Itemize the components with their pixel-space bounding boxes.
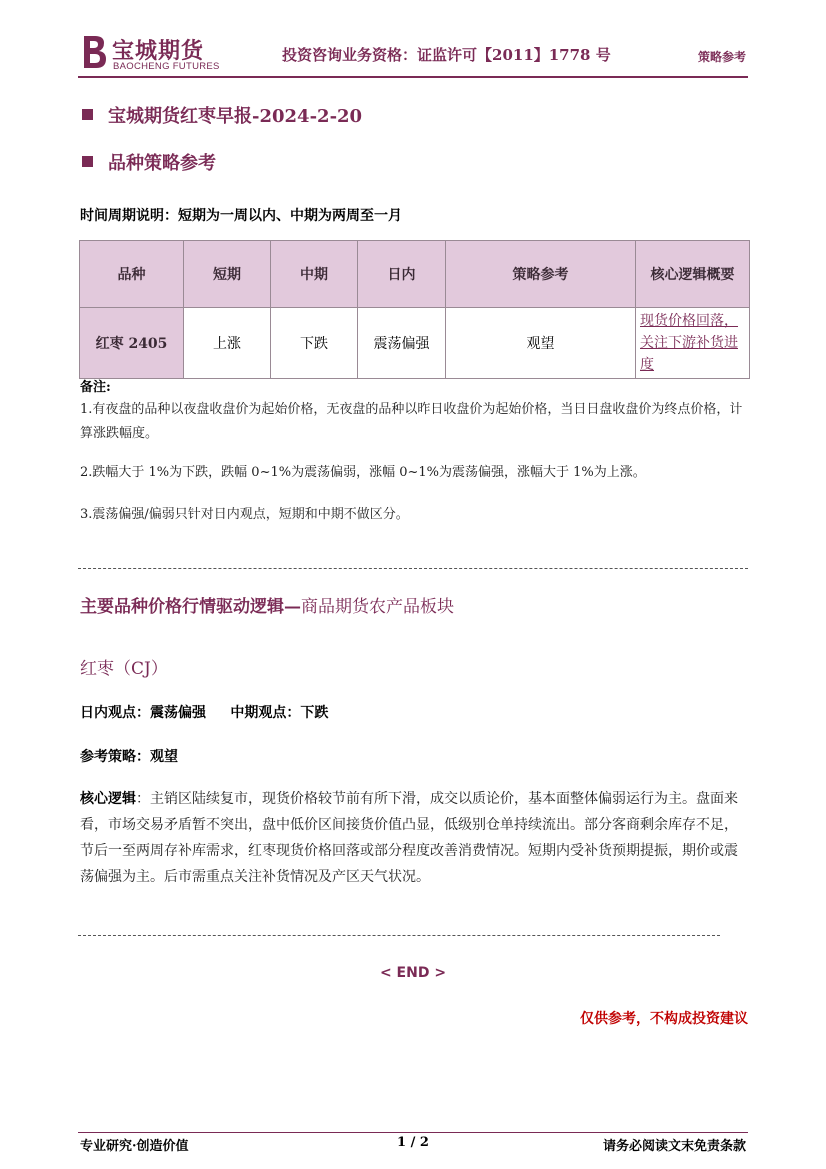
page-number: 1 / 2 [397,1135,429,1150]
period-note: 时间周期说明：短期为一周以内、中期为两周至一月 [80,208,402,224]
report-title: 宝城期货红枣早报-2024-2-20 [108,106,363,127]
commodity-title: 红枣（CJ） [80,659,168,679]
note-item: 2.跌幅大于 1%为下跌，跌幅 0~1%为震荡偏弱，涨幅 0~1%为震荡偏强，涨幅大于 1%为上涨。 [80,465,646,480]
section-title-strategy: 品种策略参考 [108,153,216,174]
footer-disclaimer-link[interactable]: 请务必阅读文末免责条款 [602,1139,746,1154]
table-header-cell: 中期 [271,241,358,308]
table-header-row [80,241,750,308]
core-logic-label: 核心逻辑 [80,791,136,807]
section-bullet-icon [82,109,93,120]
main-heading-part-a: 主要品种价格行情驱动逻辑— [80,597,301,617]
strategy-table [79,240,750,379]
footer-divider [78,1132,748,1133]
logo-mark-icon [80,32,110,72]
table-header-cell: 策略参考 [446,241,636,308]
dashed-divider [78,935,720,936]
table-cell-intraday: 震荡偏强 [358,308,446,379]
main-heading-part-b: 商品期货农产品板块 [301,597,454,617]
header-tag: 策略参考 [697,50,746,64]
table-cell-short-term: 上涨 [184,308,271,379]
core-logic-paragraph [80,786,750,890]
end-marker: < END > [379,965,447,981]
note-item: 3.震荡偏强/偏弱只针对日内观点，短期和中期不做区分。 [80,507,409,522]
note-item: 1.有夜盘的品种以夜盘收盘价为起始价格，无夜盘的品种以昨日收盘价为起始价格，当日日盘收盘价为终点价格，计算涨跌幅度。 [80,402,743,441]
section-bullet-icon [82,156,93,167]
table-header-cell: 短期 [184,241,271,308]
disclaimer-text: 仅供参考，不构成投资建议 [580,1011,748,1027]
table-cell-variety: 红枣 2405 [80,308,184,379]
views-line: 日内观点：震荡偏强 中期观点：下跌 [80,705,329,721]
table-cell-strategy: 观望 [446,308,636,379]
notes-title: 备注: [80,380,111,395]
main-drivers-heading [80,592,454,617]
table-header-cell: 核心逻辑概要 [636,241,750,308]
table-cell-mid-term: 下跌 [271,308,358,379]
table-header-cell: 品种 [80,241,184,308]
header-divider [78,76,748,78]
logo-english-name: BAOCHENG FUTURES [113,61,220,72]
logo-chinese-name: 宝城期货 [112,39,205,64]
footer-slogan: 专业研究·创造价值 [80,1139,189,1154]
table-header-cell: 日内 [358,241,446,308]
table-row [80,308,750,379]
core-logic-link[interactable]: 现货价格回落，关注下游补货进度 [636,308,750,379]
license-text: 投资咨询业务资格：证监许可【2011】1778 号 [282,46,611,64]
company-logo [80,32,220,74]
reference-strategy: 参考策略：观望 [80,749,178,765]
dashed-divider [78,568,748,569]
core-logic-text: ：主销区陆续复市，现货价格较节前有所下滑，成交以质论价，基本面整体偏弱运行为主。盘面来看，市场交易矛盾暂不突出，盘中低价区间接货价值凸显，低级别仓单持续流出。部分客商剩余库存不足，节后一至两周存补库需求，红枣现货价格回落或部分程度改善消费情况。短期内受补货预期提振，期价或震荡偏强为主。后市需重点关注补货情况及产区天气状况。 [80,791,738,885]
